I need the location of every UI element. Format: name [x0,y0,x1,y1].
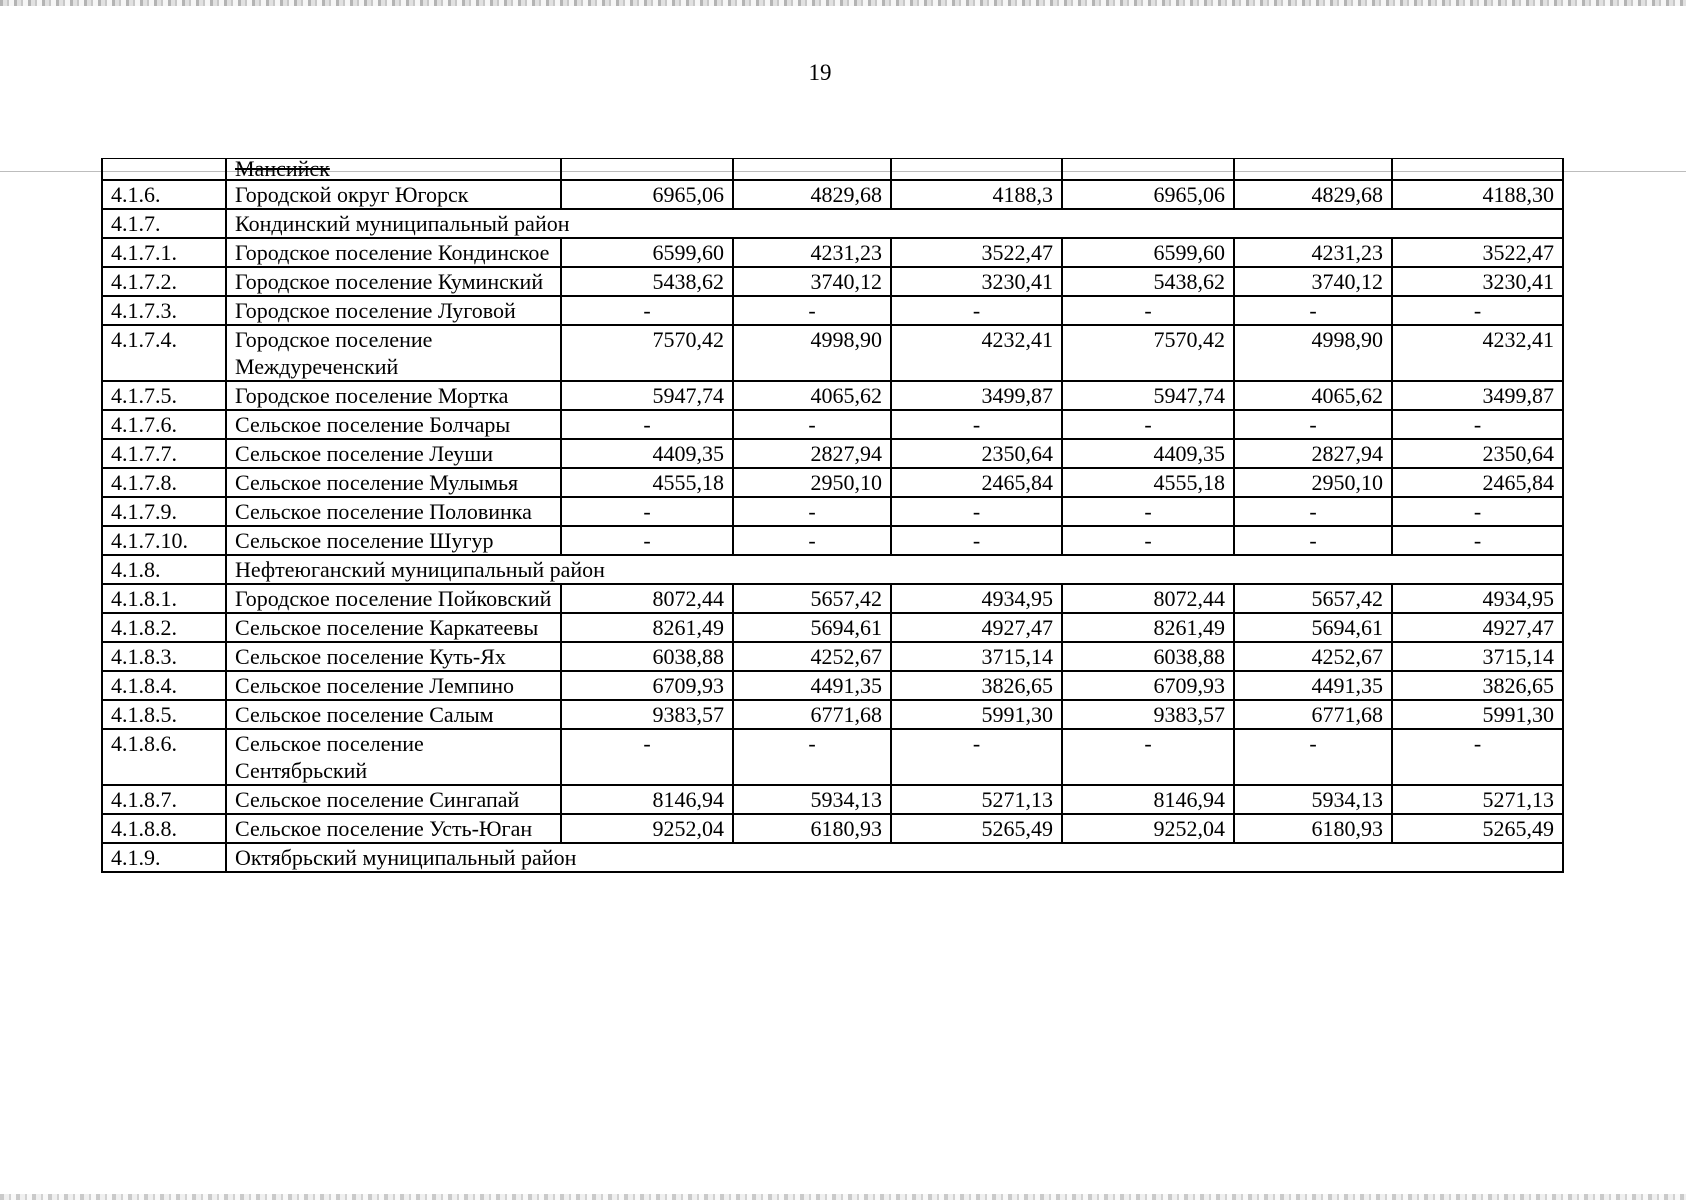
row-value: 9383,57 [561,700,733,729]
row-value: 3826,65 [891,671,1062,700]
scan-edge-top [0,0,1686,6]
row-name: Нефтеюганский муниципальный район [226,555,1563,584]
row-value: - [1062,729,1234,785]
row-value: - [1234,497,1392,526]
row-name: Городское поселение Мортка [226,381,561,410]
table-row [102,497,1563,526]
row-value: - [1392,296,1563,325]
row-value: 5265,49 [891,814,1062,843]
row-value: 9252,04 [1062,814,1234,843]
row-value: 6709,93 [561,671,733,700]
table-row [102,700,1563,729]
row-value: 2465,84 [891,468,1062,497]
row-value [561,159,733,181]
row-value: 5271,13 [1392,785,1563,814]
row-value: 3826,65 [1392,671,1563,700]
row-name: Городское поселение Куминский [226,267,561,296]
table-row [102,555,1563,584]
row-name: Сельское поселение Куть-Ях [226,642,561,671]
row-value: 3740,12 [1234,267,1392,296]
row-value: - [1392,729,1563,785]
row-value: 5438,62 [561,267,733,296]
row-name: Мансийск [226,159,561,181]
row-value: 5934,13 [733,785,891,814]
table-row [102,468,1563,497]
row-value: - [1392,526,1563,555]
row-value: 6180,93 [733,814,891,843]
table-row [102,267,1563,296]
row-value: 6599,60 [561,238,733,267]
row-code: 4.1.8.6. [102,729,226,785]
row-value: 4927,47 [1392,613,1563,642]
row-value: 4934,95 [891,584,1062,613]
row-value: 4065,62 [733,381,891,410]
row-value: 8261,49 [1062,613,1234,642]
row-value: - [733,410,891,439]
row-value: - [891,497,1062,526]
row-code: 4.1.9. [102,843,226,872]
row-value: - [1234,410,1392,439]
row-value: 5694,61 [1234,613,1392,642]
page-number: 19 [808,60,832,85]
row-value: 3499,87 [891,381,1062,410]
row-value: 6038,88 [1062,642,1234,671]
row-value: 4409,35 [561,439,733,468]
row-code: 4.1.7.7. [102,439,226,468]
row-value: 4555,18 [1062,468,1234,497]
row-value: 7570,42 [561,325,733,381]
table-row [102,439,1563,468]
row-code [102,159,226,181]
row-name: Кондинский муниципальный район [226,209,1563,238]
row-value: 3715,14 [1392,642,1563,671]
row-value: 6771,68 [733,700,891,729]
row-value [733,159,891,181]
row-value: - [561,526,733,555]
row-value: - [1062,410,1234,439]
row-code: 4.1.7.3. [102,296,226,325]
row-value: 5265,49 [1392,814,1563,843]
row-name: Сельское поселение Каркатеевы [226,613,561,642]
row-name: Сельское поселение Мулымья [226,468,561,497]
row-value: - [1234,729,1392,785]
row-value: 4188,3 [891,180,1062,209]
row-value: 4231,23 [733,238,891,267]
row-value: - [1234,296,1392,325]
row-code: 4.1.7. [102,209,226,238]
row-name: Городское поселение Луговой [226,296,561,325]
row-value: - [733,296,891,325]
row-value: 5947,74 [561,381,733,410]
row-value: 8072,44 [561,584,733,613]
row-value: 5934,13 [1234,785,1392,814]
row-name: Сельское поселение Сингапай [226,785,561,814]
row-value: 6599,60 [1062,238,1234,267]
row-value: 8146,94 [1062,785,1234,814]
row-value: - [733,729,891,785]
row-value: 5271,13 [891,785,1062,814]
row-code: 4.1.6. [102,180,226,209]
tariff-table [101,158,1564,873]
row-value: - [891,526,1062,555]
row-value: 3499,87 [1392,381,1563,410]
table-row [102,785,1563,814]
row-value: 4998,90 [1234,325,1392,381]
row-value [1392,159,1563,181]
row-value: - [561,497,733,526]
row-value: - [733,497,891,526]
table-row [102,296,1563,325]
row-value: 2827,94 [733,439,891,468]
row-value: 4252,67 [733,642,891,671]
row-code: 4.1.7.5. [102,381,226,410]
row-name: Городской округ Югорск [226,180,561,209]
row-value: 4934,95 [1392,584,1563,613]
row-value: - [891,729,1062,785]
row-value: 6771,68 [1234,700,1392,729]
row-value: - [1062,497,1234,526]
scan-edge-bottom [0,1194,1686,1200]
row-value: 2950,10 [1234,468,1392,497]
table-row [102,843,1563,872]
table-row [102,526,1563,555]
row-code: 4.1.7.9. [102,497,226,526]
row-code: 4.1.7.2. [102,267,226,296]
row-value: 6965,06 [1062,180,1234,209]
row-name: Сельское поселение Усть-Юган [226,814,561,843]
row-value: - [561,410,733,439]
row-value: 2827,94 [1234,439,1392,468]
row-value: - [891,296,1062,325]
row-value: 5657,42 [733,584,891,613]
row-value [1062,159,1234,181]
row-value: 4188,30 [1392,180,1563,209]
row-value: 3230,41 [1392,267,1563,296]
row-name: Городское поселение Междуреченский [226,325,561,381]
row-value: 5991,30 [1392,700,1563,729]
row-value: 4927,47 [891,613,1062,642]
table-row [102,410,1563,439]
table-row [102,814,1563,843]
row-code: 4.1.7.8. [102,468,226,497]
row-value [1234,159,1392,181]
row-value: - [561,729,733,785]
row-code: 4.1.7.1. [102,238,226,267]
row-name: Сельское поселение Болчары [226,410,561,439]
table-row [102,209,1563,238]
table-row [102,325,1563,381]
row-name: Сельское поселение Половинка [226,497,561,526]
table-row [102,671,1563,700]
row-value: - [1234,526,1392,555]
row-code: 4.1.8.3. [102,642,226,671]
row-value: - [1062,526,1234,555]
row-value: 4252,67 [1234,642,1392,671]
row-code: 4.1.8. [102,555,226,584]
row-value: 2350,64 [891,439,1062,468]
row-code: 4.1.8.1. [102,584,226,613]
table-row [102,642,1563,671]
row-value: 6709,93 [1062,671,1234,700]
table-row [102,238,1563,267]
row-value: 4829,68 [733,180,891,209]
row-value: 6038,88 [561,642,733,671]
row-value: 9383,57 [1062,700,1234,729]
row-value: 6965,06 [561,180,733,209]
row-value: 6180,93 [1234,814,1392,843]
row-value: - [561,296,733,325]
table-body [102,156,1563,873]
row-value: 5947,74 [1062,381,1234,410]
table-row [102,584,1563,613]
table-row [102,613,1563,642]
row-value: 4065,62 [1234,381,1392,410]
row-value: - [1392,497,1563,526]
row-value: 4409,35 [1062,439,1234,468]
row-value: 2350,64 [1392,439,1563,468]
row-code: 4.1.8.4. [102,671,226,700]
row-name: Городское поселение Кондинское [226,238,561,267]
row-code: 4.1.7.6. [102,410,226,439]
row-name: Сельское поселение Сентябрьский [226,729,561,785]
table-row [102,159,1563,181]
row-value: 4998,90 [733,325,891,381]
row-code: 4.1.8.5. [102,700,226,729]
row-value: 8072,44 [1062,584,1234,613]
row-value: 4231,23 [1234,238,1392,267]
row-value [891,159,1062,181]
row-value: - [733,526,891,555]
row-value: 3715,14 [891,642,1062,671]
row-value: 3522,47 [1392,238,1563,267]
row-value: - [1062,296,1234,325]
row-value: 2465,84 [1392,468,1563,497]
row-value: 8146,94 [561,785,733,814]
table-row [102,729,1563,785]
row-value: 4232,41 [1392,325,1563,381]
row-name: Сельское поселение Салым [226,700,561,729]
table-row [102,180,1563,209]
row-name: Сельское поселение Лемпино [226,671,561,700]
row-value: - [1392,410,1563,439]
row-value: 8261,49 [561,613,733,642]
row-value: - [891,410,1062,439]
row-value: 4491,35 [1234,671,1392,700]
row-value: 2950,10 [733,468,891,497]
row-name: Сельское поселение Леуши [226,439,561,468]
row-code: 4.1.7.4. [102,325,226,381]
row-value: 5991,30 [891,700,1062,729]
row-code: 4.1.7.10. [102,526,226,555]
row-value: 5657,42 [1234,584,1392,613]
row-value: 3230,41 [891,267,1062,296]
row-name: Сельское поселение Шугур [226,526,561,555]
row-name: Городское поселение Пойковский [226,584,561,613]
row-value: 4555,18 [561,468,733,497]
row-value: 9252,04 [561,814,733,843]
row-value: 5694,61 [733,613,891,642]
row-value: 3522,47 [891,238,1062,267]
row-code: 4.1.8.7. [102,785,226,814]
row-value: 5438,62 [1062,267,1234,296]
row-value: 4491,35 [733,671,891,700]
row-value: 4829,68 [1234,180,1392,209]
row-value: 4232,41 [891,325,1062,381]
row-code: 4.1.8.8. [102,814,226,843]
row-value: 7570,42 [1062,325,1234,381]
row-value: 3740,12 [733,267,891,296]
row-code: 4.1.8.2. [102,613,226,642]
row-name: Октябрьский муниципальный район [226,843,1563,872]
table-row [102,381,1563,410]
